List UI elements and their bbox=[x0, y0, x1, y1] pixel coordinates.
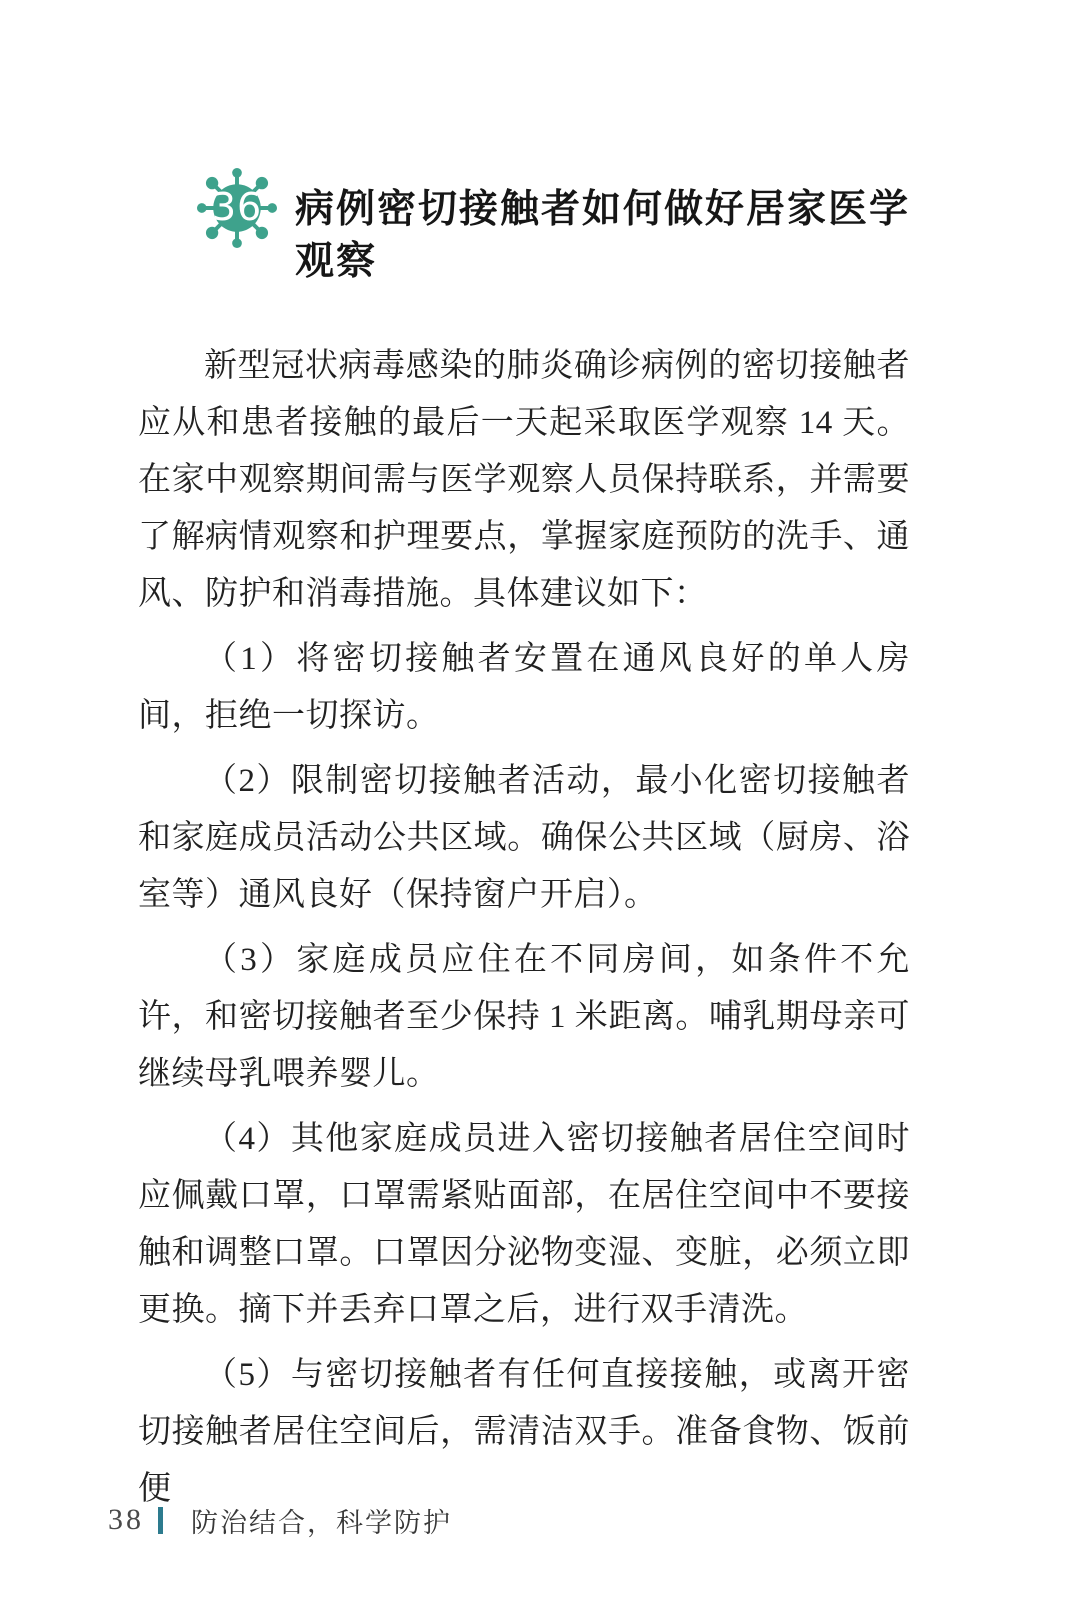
body-paragraph-item-4: （4）其他家庭成员进入密切接触者居住空间时应佩戴口罩，口罩需紧贴面部，在居住空间中不要接触和调整口罩。口罩因分泌物变湿、变脏，必须立即更换。摘下并丢弃口罩之后，进行双手清洗。 bbox=[138, 1121, 910, 1328]
body-paragraph-item-5: （5）与密切接触者有任何直接接触，或离开密切接触者居住空间后，需清洁双手。准备食物、饭前便 bbox=[138, 1357, 910, 1507]
footer-slogan: 防治结合，科学防护 bbox=[191, 1507, 452, 1538]
body-paragraph-item-2: （2）限制密切接触者活动，最小化密切接触者和家庭成员活动公共区域。确保公共区域（厨房、浴室等）通风良好（保持窗户开启）。 bbox=[138, 763, 910, 913]
body-paragraph-item-3: （3）家庭成员应住在不同房间，如条件不允许，和密切接触者至少保持 1 米距离。哺乳期母亲可继续母乳喂养婴儿。 bbox=[138, 942, 910, 1092]
body-paragraph-intro: 新型冠状病毒感染的肺炎确诊病例的密切接触者应从和患者接触的最后一天起采取医学观察 14 天。在家中观察期间需与医学观察人员保持联系，并需要了解病情观察和护理要点，掌握家庭预防的洗手、通风、防护和消毒措施。具体建议如下： bbox=[138, 348, 911, 612]
chapter-number-label: 36 bbox=[211, 185, 263, 229]
virus-icon bbox=[193, 164, 281, 252]
footer-divider-bar bbox=[158, 1507, 163, 1534]
page-title: 病例密切接触者如何做好居家医学观察 bbox=[295, 188, 911, 283]
page-number: 38 bbox=[108, 1503, 144, 1536]
body-paragraph-item-1: （1）将密切接触者安置在通风良好的单人房间，拒绝一切探访。 bbox=[138, 641, 910, 734]
page-footer bbox=[108, 1500, 452, 1540]
article-body bbox=[138, 338, 910, 1526]
